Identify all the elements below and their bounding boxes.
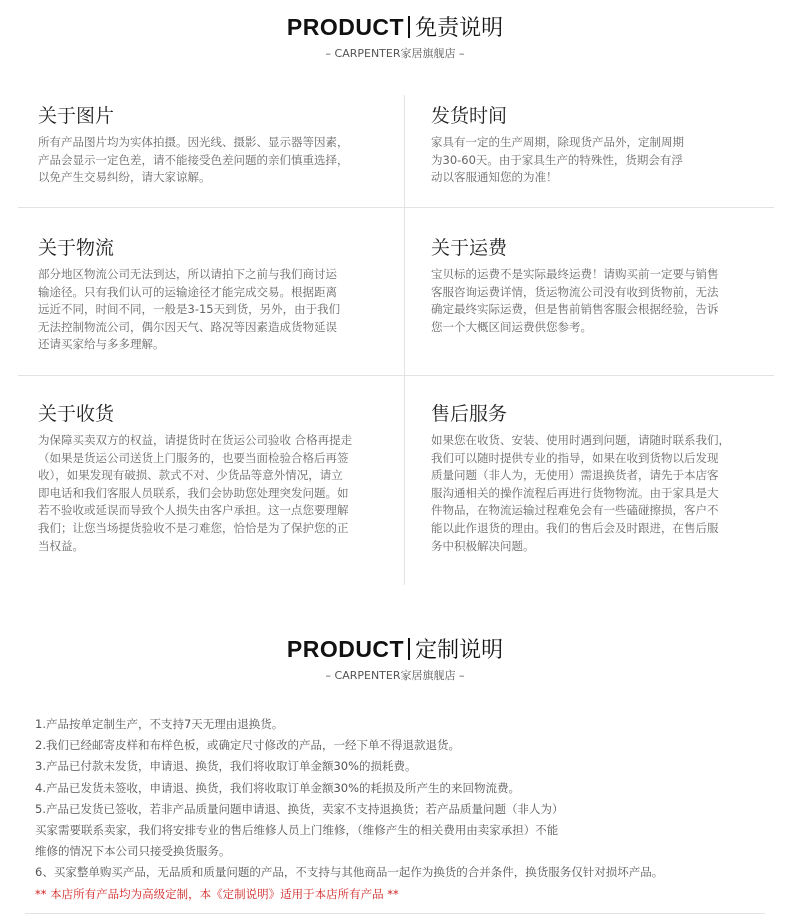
block-title: 关于收货 xyxy=(38,403,115,425)
title-product-word: PRODUCT xyxy=(286,636,405,662)
store-subtitle: – CARPENTER家居旗舰店 – xyxy=(325,669,465,682)
term-line: 5.产品已发货已签收，若非产品质量问题申请退、换货，卖家不支持退换货；若产品质量问题（非人为） xyxy=(35,801,564,816)
customization-title xyxy=(0,634,790,666)
term-line: 2.我们已经邮寄皮样和布样色板，或确定尺寸修改的产品，一经下单不得退款退货。 xyxy=(35,738,460,753)
bottom-divider xyxy=(25,913,765,914)
term-line: 维修的情况下本公司只接受换货服务。 xyxy=(35,844,231,859)
grid-horizontal-divider-2 xyxy=(18,375,774,376)
block-title: 发货时间 xyxy=(431,105,508,127)
grid-horizontal-divider-1 xyxy=(18,207,774,208)
term-line: 4.产品已发货未签收，申请退、换货，我们将收取订单金额30%的耗损及所产生的来回物流费。 xyxy=(35,780,521,795)
customization-note: ** 本店所有产品均为高级定制，本《定制说明》适用于本店所有产品 ** xyxy=(35,886,399,901)
term-line: 买家需要联系卖家，我们将安排专业的售后维修人员上门维修，（维修产生的相关费用由卖家承担）不能 xyxy=(35,823,559,838)
block-receiving xyxy=(38,402,388,555)
title-product-word: PRODUCT xyxy=(286,14,405,40)
title-divider xyxy=(408,638,410,660)
customization-header xyxy=(0,634,790,683)
block-text: 如果您在收货、安装、使用时遇到问题，请随时联系我们， 我们可以随时提供专业的指导，如果在收到货物以后发现 质量问题（非人为，无使用）需退换货者，请先于本店客 服沟通相关的操作流程后再进行货物物流。由于家具是大 件物品，在物流运输过程难免会有一些磕碰擦损，客户不 能以此作退货的理由。我们的售后会及时跟进，在售后服 务中积极解决问题。 xyxy=(431,433,730,553)
title-divider xyxy=(408,16,410,38)
block-title: 关于运费 xyxy=(431,237,508,259)
store-subtitle: – CARPENTER家居旗舰店 – xyxy=(325,47,465,60)
block-pictures xyxy=(38,104,378,187)
block-freight xyxy=(431,236,771,336)
term-line: 1.产品按单定制生产，不支持7天无理由退换货。 xyxy=(35,717,284,731)
block-text: 所有产品图片均为实体拍摄。因光线、摄影、显示器等因素， 产品会显示一定色差，请不能接受色差问题的亲们慎重选择， 以免产生交易纠纷，请大家谅解。 xyxy=(38,135,349,185)
block-after-sales xyxy=(431,402,771,555)
block-text: 部分地区物流公司无法到达，所以请拍下之前与我们商讨运 输途径。只有我们认可的运输途径才能完成交易。根据距离 远近不同，时间不同，一般是3-15天到货，另外，由于我们 无法控制物流公司，偶尔因天气、路况等因素造成货物延误 还请买家给与多多理解。 xyxy=(38,267,341,352)
term-line: 3.产品已付款未发货，申请退、换货，我们将收取订单金额30%的损耗费。 xyxy=(35,759,417,774)
term-line: 6、买家整单购买产品，无品质和质量问题的产品，不支持与其他商品一起作为换货的合并条件，换货服务仅针对损坏产品。 xyxy=(35,865,664,880)
block-title: 关于图片 xyxy=(38,105,115,127)
disclaimer-title xyxy=(0,12,790,44)
block-shipping-time xyxy=(431,104,771,187)
grid-vertical-divider xyxy=(404,95,405,585)
block-logistics xyxy=(38,236,378,354)
block-text: 宝贝标的运费不是实际最终运费！请购买前一定要与销售 客服咨询运费详情，货运物流公司没有收到货物前，无法 确定最终实际运费，但是售前销售客服会根据经验，告诉 您一个大概区间运费供您参考。 xyxy=(431,267,719,334)
disclaimer-header xyxy=(0,12,790,61)
block-text: 家具有一定的生产周期，除现货产品外，定制周期 为30-60天。由于家具生产的特殊性，货期会有浮 动以客服通知您的为准！ xyxy=(431,135,684,185)
title-chinese: 免责说明 xyxy=(415,16,504,41)
title-chinese: 定制说明 xyxy=(415,638,504,663)
block-title: 关于物流 xyxy=(38,237,115,259)
customization-terms xyxy=(35,714,775,905)
block-title: 售后服务 xyxy=(431,403,508,425)
block-text: 为保障买卖双方的权益，请提货时在货运公司验收 合格再提走 （如果是货运公司送货上门服务的，也要当面检验合格后再签 收），如果发现有破损、款式不对、少货品等意外情况，请立 即电话和我们客服人员联系，我们会协助您处理突发问题。如 若不验收或延误而导致个人损失由客户承担。这一点您要理解 我们；让您当场提货验收不是刁难您，恰恰是为了保护您的正 当权益。 xyxy=(38,433,353,553)
